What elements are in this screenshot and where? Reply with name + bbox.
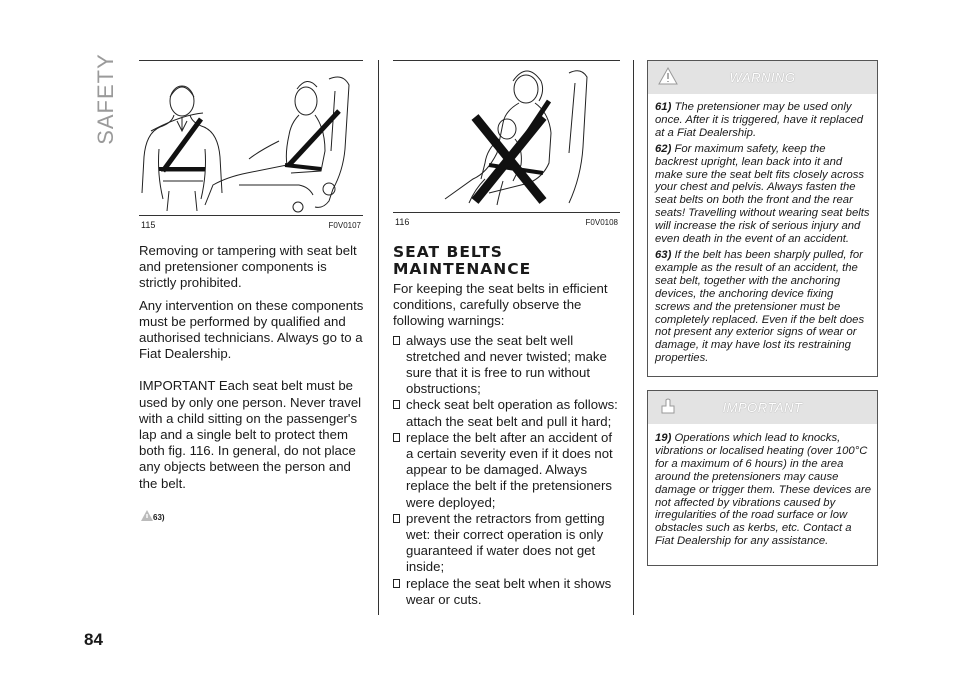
bullet-marker-icon [393,336,400,345]
note-number: 62) [655,142,672,155]
list-item-text: always use the seat belt well stretched and never twisted; make sure that it is free to run without obstructions; [406,332,607,397]
list-item [393,511,621,576]
note-number: 63) [655,248,672,261]
page-number: 84 [84,630,103,649]
paragraph: IMPORTANT Each seat belt must be used by only one person. Never travel with a child sitting on the passenger's lap and a single belt to protect them both fig. 116. In general, do not place any objects between the person and the belt. [139,378,362,491]
list-item [393,333,621,398]
warning-note [655,143,871,246]
warning-note [655,249,871,365]
figure-115 [139,60,363,230]
figure-number: 115 [141,220,156,230]
section-tab [86,53,118,145]
note-text: The pretensioner may be used only once. After it is triggered, have it replaced at a Fiat Dealership. [655,101,864,139]
note-text: Operations which lead to knocks, vibrations or localised heating (over 100°C for a maximum of 6 hours) in the area around the pretensioners may cause damage or trigger them. These devices are not affected by vibrations caused by irregularities of the road surface or low obstacles such as kerbs, etc. Contact a Fiat Dealership for any assistance. [655,432,872,548]
important-box [647,390,878,566]
warning-box [647,60,878,377]
section-heading: MAINTENANCE [393,260,532,278]
bullet-marker-icon [393,433,400,442]
note-text: For maximum safety, keep the backrest upright, lean back into it and make sure the seat belt fits closely across your chest and pelvis. Always fasten the seat belts on both the front and the rear seats! Travelling without wearing seat belts will increase the risk of serious injury and even death in the event of an accident. [655,142,870,246]
list-item-text: check seat belt operation as follows: attach the seat belt and pull it hard; [406,397,618,429]
list-item-text: replace the seat belt when it shows wear or cuts. [406,575,612,607]
important-note [655,432,871,548]
figure-code: F0V0108 [585,218,618,227]
intro-paragraph: For keeping the seat belts in efficient conditions, carefully observe the following warnings: [393,281,608,329]
figure-116 [393,60,620,227]
warning-triangle-icon [141,510,153,521]
bullet-marker-icon [393,514,400,523]
warning-ref-number: 63) [153,513,165,522]
warning-box-header [648,61,877,94]
warning-note [655,101,871,140]
paragraph: Removing or tampering with seat belt and pretensioner components is strictly prohibited. [139,243,357,291]
figure-number: 116 [395,217,410,227]
warning-title: WARNING [729,70,796,85]
important-box-header [648,391,877,424]
column-divider [633,60,634,615]
list-item-text: replace the belt after an accident of a certain severity even if it does not appear to be damaged. Always replace the belt if the pretensioners were deployed; [406,429,613,510]
list-item-text: prevent the retractors from getting wet: their correct operation is only guaranteed if water does not get inside; [406,510,605,575]
list-item [393,430,621,511]
paragraph: Any intervention on these components must be performed by qualified and authorised technicians. Always go to a Fiat Dealership. [139,297,364,362]
list-item [393,397,621,429]
note-number: 19) [655,432,672,444]
seat-belt-illustration [139,61,363,213]
list-item [393,576,621,608]
column-divider [378,60,379,615]
section-heading: SEAT BELTS [393,243,503,261]
warning-reference [139,510,179,524]
note-text: If the belt has been sharply pulled, for example as the result of an accident, the seat belt, together with the anchoring devices, the anchoring device fixing screws and the pretensioner must be completely replaced. Even if the belt does not present any exterior signs of wear or damage, it may have lost its restraining properties. [655,248,865,365]
child-on-lap-illustration [393,61,620,210]
figure-code: F0V0107 [328,221,361,230]
section-title: SAFETY [92,53,118,145]
bullet-marker-icon [393,400,400,409]
important-title: IMPORTANT [722,400,803,415]
note-number: 61) [655,101,672,113]
bullet-marker-icon [393,579,400,588]
